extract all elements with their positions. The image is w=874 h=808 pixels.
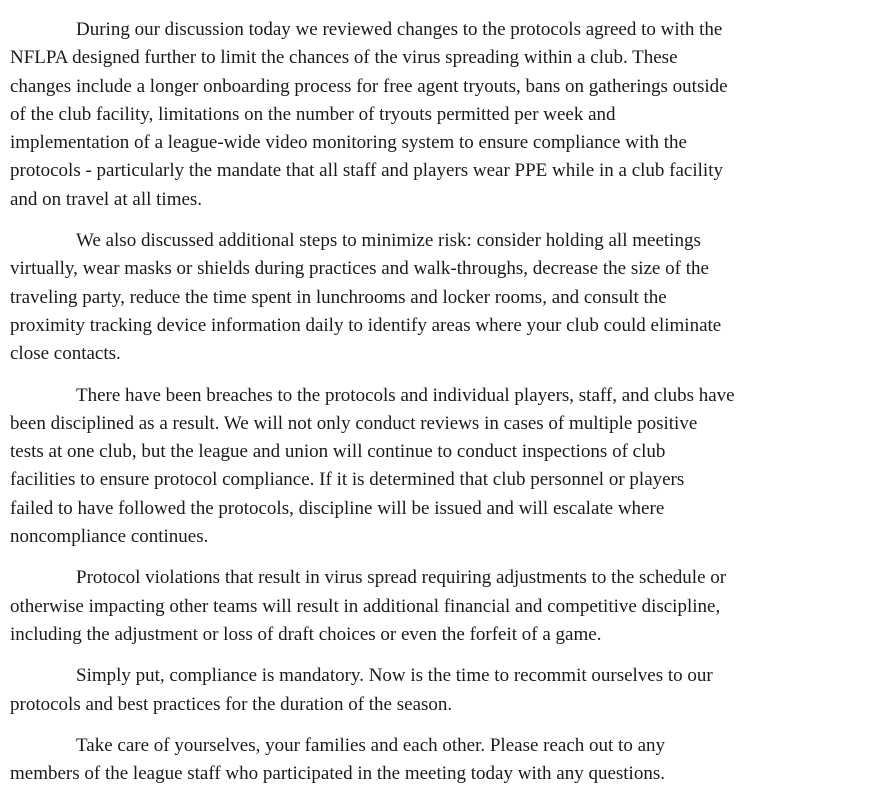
- paragraph-breaches: [10, 382, 860, 552]
- text-line: facilities to ensure protocol compliance. If it is determined that club personnel or players: [10, 469, 685, 491]
- text-line: Protocol violations that result in virus spread requiring adjustments to the schedule or: [76, 567, 727, 589]
- text-line: During our discussion today we reviewed changes to the protocols agreed to with the: [76, 19, 723, 40]
- text-line: Take care of yourselves, your families and each other. Please reach out to any: [76, 734, 666, 756]
- text-line: and on travel at all times.: [10, 188, 203, 210]
- text-line: There have been breaches to the protocols and individual players, staff, and clubs have: [76, 384, 735, 406]
- text-line: changes include a longer onboarding process for free agent tryouts, bans on gatherings outside: [10, 75, 728, 97]
- text-line: close contacts.: [10, 343, 121, 365]
- text-line: of the club facility, limitations on the number of tryouts permitted per week and: [10, 103, 616, 125]
- text-line: failed to have followed the protocols, discipline will be issued and will escalate where: [10, 497, 665, 519]
- text-line: including the adjustment or loss of draft choices or even the forfeit of a game.: [10, 623, 602, 645]
- text-line: noncompliance continues.: [10, 526, 209, 548]
- text-line: protocols - particularly the mandate that all staff and players wear PPE while in a club facility: [10, 160, 723, 182]
- text-line: protocols and best practices for the duration of the season.: [10, 693, 453, 715]
- text-line: virtually, wear masks or shields during practices and walk-throughs, decrease the size of the: [10, 258, 709, 280]
- text-line: been disciplined as a result. We will not only conduct reviews in cases of multiple positive: [10, 412, 698, 434]
- text-line: implementation of a league-wide video monitoring system to ensure compliance with the: [10, 132, 687, 154]
- text-line: otherwise impacting other teams will result in additional financial and competitive discipline,: [10, 595, 721, 617]
- paragraph-compliance: [10, 662, 860, 719]
- text-line: traveling party, reduce the time spent in lunchrooms and locker rooms, and consult the: [10, 286, 667, 308]
- text-line: We also discussed additional steps to minimize risk: consider holding all meetings: [76, 230, 701, 252]
- text-line: NFLPA designed further to limit the chances of the virus spreading within a club. These: [10, 47, 678, 69]
- paragraph-closing: [10, 732, 860, 789]
- text-line: Simply put, compliance is mandatory. Now is the time to recommit ourselves to our: [76, 665, 713, 687]
- paragraph-violations: [10, 564, 860, 649]
- text-line: members of the league staff who participated in the meeting today with any questions.: [10, 763, 665, 785]
- paragraph-protocol-changes: [10, 16, 860, 214]
- text-line: proximity tracking device information daily to identify areas where your club could eliminate: [10, 314, 722, 336]
- text-line: tests at one club, but the league and union will continue to conduct inspections of club: [10, 441, 666, 463]
- paragraph-additional-steps: [10, 227, 860, 368]
